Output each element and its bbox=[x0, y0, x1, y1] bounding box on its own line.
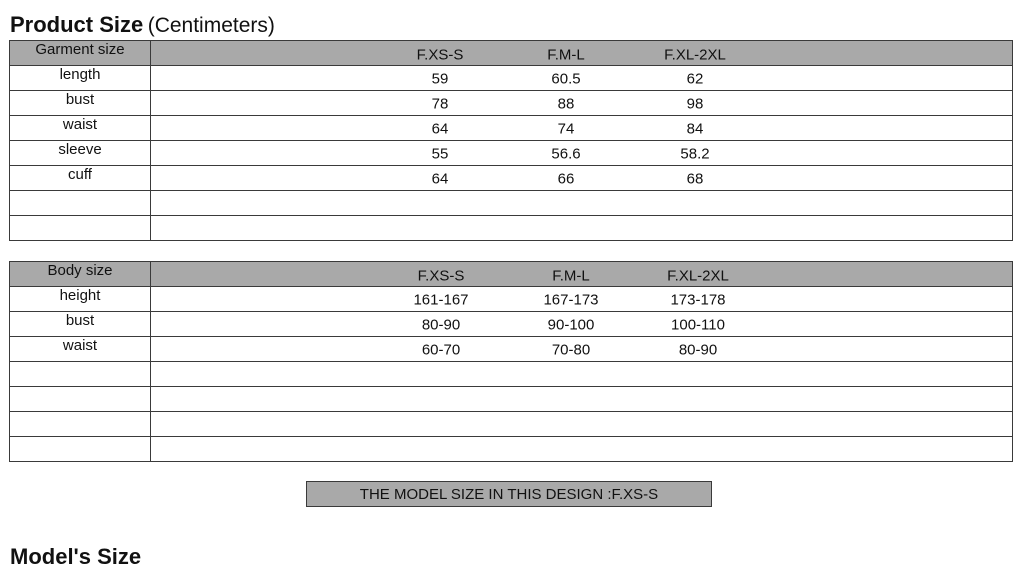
garment-size-table bbox=[9, 40, 1013, 241]
table-cell: 173-178 bbox=[670, 291, 726, 309]
table-cell: 60-70 bbox=[421, 341, 461, 359]
row-label: height bbox=[59, 287, 101, 304]
table-row bbox=[10, 116, 1013, 141]
table-cell: 84 bbox=[686, 120, 704, 138]
table-cell: 60.5 bbox=[551, 70, 581, 88]
row-label: cuff bbox=[68, 166, 92, 183]
header-values-cell bbox=[151, 41, 1013, 66]
row-values-cell bbox=[151, 387, 1013, 412]
table-cell: 167-173 bbox=[543, 291, 599, 309]
row-values-cell bbox=[151, 166, 1013, 191]
row-values-cell bbox=[151, 287, 1013, 312]
table-cell: 80-90 bbox=[421, 316, 461, 334]
column-header: F.XS-S bbox=[416, 46, 464, 64]
model-size-heading: Model's Size bbox=[10, 544, 142, 569]
row-label: waist bbox=[62, 337, 98, 354]
row-values-cell bbox=[151, 191, 1013, 216]
table-cell: 98 bbox=[686, 95, 704, 113]
row-label-cell bbox=[10, 437, 151, 462]
table-cell: 100-110 bbox=[671, 316, 725, 334]
table-cell: 80-90 bbox=[678, 341, 718, 359]
table-cell: 64 bbox=[431, 170, 449, 188]
model-size-note: THE MODEL SIZE IN THIS DESIGN :F.XS-S bbox=[306, 481, 712, 507]
table-cell: 56.6 bbox=[551, 145, 581, 163]
row-label-cell bbox=[10, 312, 151, 337]
table-row bbox=[10, 312, 1013, 337]
row-label: waist bbox=[62, 116, 98, 133]
row-label: bust bbox=[65, 91, 95, 108]
table-row bbox=[10, 337, 1013, 362]
table-cell: 64 bbox=[431, 120, 449, 138]
table-cell: 78 bbox=[431, 95, 449, 113]
row-label-cell bbox=[10, 287, 151, 312]
column-header: F.M-L bbox=[547, 46, 585, 64]
row-label-cell bbox=[10, 191, 151, 216]
column-header: F.XL-2XL bbox=[667, 267, 729, 285]
row-label-cell bbox=[10, 362, 151, 387]
page-title bbox=[10, 10, 275, 40]
table-row bbox=[10, 287, 1013, 312]
table-row bbox=[10, 91, 1013, 116]
row-values-cell bbox=[151, 362, 1013, 387]
row-values-cell bbox=[151, 437, 1013, 462]
empty-row bbox=[10, 437, 1013, 462]
header-label-cell bbox=[10, 262, 151, 287]
row-label: length bbox=[59, 66, 101, 83]
row-label: sleeve bbox=[58, 141, 102, 158]
row-label: bust bbox=[65, 312, 95, 329]
table-cell: 88 bbox=[557, 95, 575, 113]
row-label-cell bbox=[10, 91, 151, 116]
table-cell: 62 bbox=[686, 70, 704, 88]
table-header-row bbox=[10, 41, 1013, 66]
row-values-cell bbox=[151, 312, 1013, 337]
table-cell: 70-80 bbox=[551, 341, 591, 359]
row-values-cell bbox=[151, 337, 1013, 362]
column-header: F.XL-2XL bbox=[664, 46, 726, 64]
empty-row bbox=[10, 216, 1013, 241]
table-header-row bbox=[10, 262, 1013, 287]
row-values-cell bbox=[151, 141, 1013, 166]
garment-size-label: Garment size bbox=[35, 41, 125, 58]
body-size-table bbox=[9, 261, 1013, 462]
page-title-unit: (Centimeters) bbox=[147, 14, 275, 37]
page-title-main: Product Size bbox=[10, 12, 144, 37]
row-values-cell bbox=[151, 66, 1013, 91]
table-cell: 90-100 bbox=[547, 316, 595, 334]
row-label-cell bbox=[10, 141, 151, 166]
body-size-label: Body size bbox=[47, 262, 113, 279]
row-label-cell bbox=[10, 337, 151, 362]
row-label-cell bbox=[10, 387, 151, 412]
row-label-cell bbox=[10, 216, 151, 241]
row-label-cell bbox=[10, 66, 151, 91]
row-label-cell bbox=[10, 412, 151, 437]
table-cell: 74 bbox=[557, 120, 575, 138]
row-values-cell bbox=[151, 216, 1013, 241]
table-row bbox=[10, 141, 1013, 166]
column-header: F.M-L bbox=[552, 267, 590, 285]
table-cell: 59 bbox=[431, 70, 449, 88]
empty-row bbox=[10, 387, 1013, 412]
row-label-cell bbox=[10, 166, 151, 191]
row-values-cell bbox=[151, 116, 1013, 141]
table-cell: 68 bbox=[686, 170, 704, 188]
table-cell: 55 bbox=[431, 145, 449, 163]
header-label-cell bbox=[10, 41, 151, 66]
empty-row bbox=[10, 362, 1013, 387]
row-values-cell bbox=[151, 412, 1013, 437]
table-row bbox=[10, 166, 1013, 191]
empty-row bbox=[10, 191, 1013, 216]
row-label-cell bbox=[10, 116, 151, 141]
column-header: F.XS-S bbox=[417, 267, 465, 285]
table-cell: 66 bbox=[557, 170, 575, 188]
table-cell: 58.2 bbox=[680, 145, 710, 163]
table-row bbox=[10, 66, 1013, 91]
header-values-cell bbox=[151, 262, 1013, 287]
row-values-cell bbox=[151, 91, 1013, 116]
table-cell: 161-167 bbox=[413, 291, 469, 309]
empty-row bbox=[10, 412, 1013, 437]
